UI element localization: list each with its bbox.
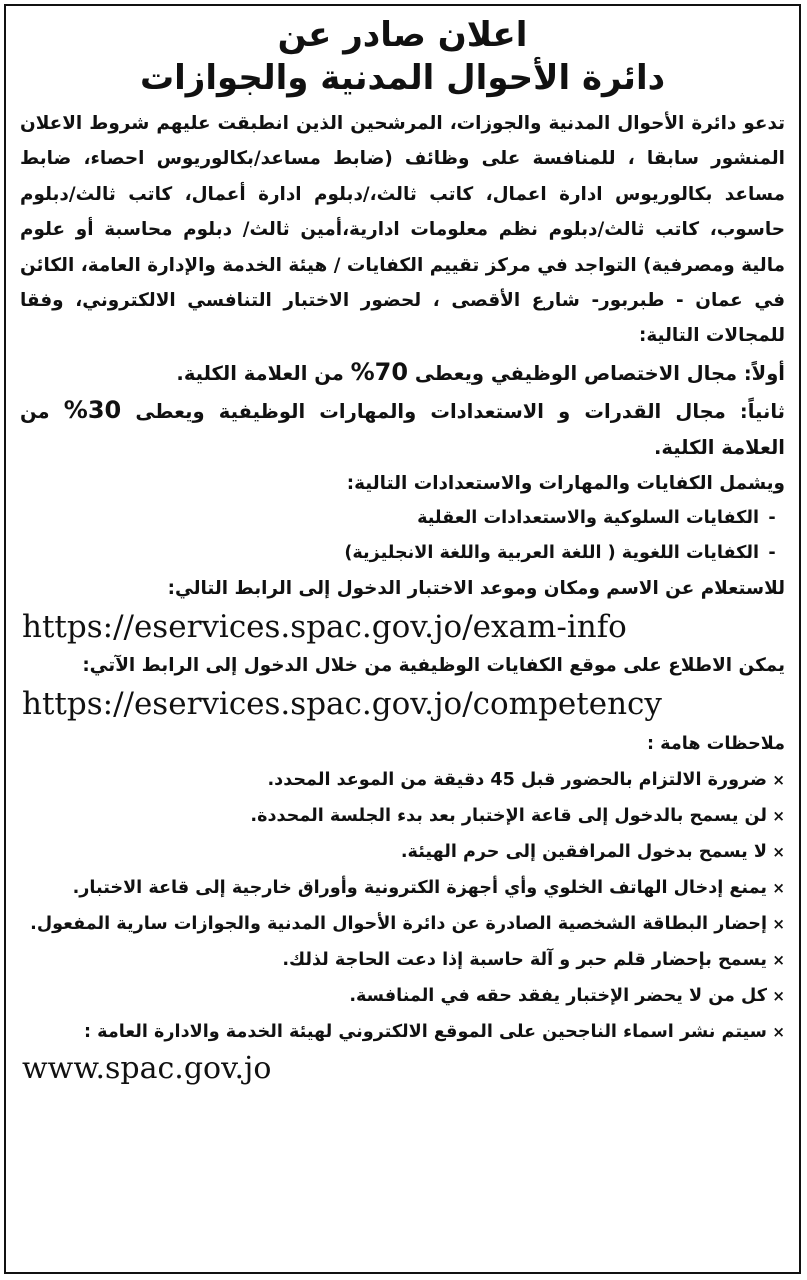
include-item-text: الكفايات السلوكية والاستعدادات العقلية [417,507,759,528]
bullet-x-icon: × [772,914,785,933]
field-first-label: أولاً: مجال الاختصاص الوظيفي ويعطى [408,361,785,385]
bullet-x-icon: × [772,1022,785,1041]
notes-heading: ملاحظات هامة : [646,733,785,754]
note-text: يسمح بإحضار قلم حبر و آلة حاسبة إذا دعت الحاجة لذلك. [282,949,767,970]
bullet-x-icon: × [772,950,785,969]
include-item [20,501,785,536]
bullet-x-icon: × [772,770,785,789]
note-text: سيتم نشر اسماء الناجحين على الموقع الالكتروني لهيئة الخدمة والادارة العامة : [84,1021,767,1042]
competency-text: يمكن الاطلاع على موقع الكفايات الوظيفية من خلال الدخول إلى الرابط الآتي: [82,654,785,676]
announcement-title: اعلان صادر عن [277,15,528,55]
note-item [20,907,785,941]
note-text: ضرورة الالتزام بالحضور قبل 45 دقيقة من الموعد المحدد. [267,769,767,790]
dash-marker: - [768,542,776,563]
bullet-x-icon: × [772,986,785,1005]
field-second-rest: من العلامة الكلية. [20,399,785,459]
exam-info-link[interactable]: https://eservices.spac.gov.jo/exam-info [22,608,627,645]
dash-marker: - [768,507,776,528]
note-item [20,835,785,869]
note-item [20,943,785,977]
note-text: لا يسمح بدخول المرافقين إلى حرم الهيئة. [400,841,767,862]
competency-link[interactable]: https://eservices.spac.gov.jo/competency [22,685,662,722]
bullet-x-icon: × [772,878,785,897]
inquiry-text: للاستعلام عن الاسم ومكان وموعد الاختبار الدخول إلى الرابط التالي: [167,577,785,599]
issuing-department: دائرة الأحوال المدنية والجوازات [139,58,666,98]
bullet-x-icon: × [772,842,785,861]
field-second [20,392,785,466]
note-text: لن يسمح بالدخول إلى قاعة الإختبار بعد بدء الجلسة المحددة. [250,805,767,826]
includes-label: ويشمل الكفايات والمهارات والاستعدادات التالية: [346,472,785,494]
note-text: كل من لا يحضر الإختبار يفقد حقه في المنافسة. [349,985,767,1006]
note-item [20,1015,785,1049]
intro-paragraph: تدعو دائرة الأحوال المدنية والجوزات، المرشحين الذين انطبقت عليهم شروط الاعلان المنشور سابقا ، للمنافسة على وظائف (ضابط مساعد/بكالوريوس احصاء، ضابط مساعد بكالوريوس ادارة اعمال، كاتب ثالث،/دبلوم ادارة أعمال، كاتب ثالث/دبلوم حاسوب، كاتب ثالث/دبلوم نظم معلومات ادارية،أمين ثالث/ دبلوم محاسبة أو علوم مالية ومصرفية) التواجد في مركز تقييم الكفايات / هيئة الخدمة والإدارة العامة، الكائن في عمان - طبربور- شارع الأقصى ، لحضور الاختبار التنافسي الالكتروني، وفقا للمجالات التالية: [20,113,785,347]
field-second-label: ثانياً: مجال القدرات و الاستعدادات والمهارات الوظيفية ويعطى [121,399,785,423]
bullet-x-icon: × [772,806,785,825]
include-item-text: الكفايات اللغوية ( اللغة العربية واللغة الانجليزية) [344,542,759,563]
note-item [20,799,785,833]
note-text: إحضار البطاقة الشخصية الصادرة عن دائرة الأحوال المدنية والجوازات سارية المفعول. [30,913,767,934]
field-second-percent: 30% [63,395,122,424]
include-item [20,536,785,571]
announcement [4,4,801,1274]
note-item [20,979,785,1013]
field-first-percent: 70% [350,357,409,386]
note-item [20,763,785,797]
website-link[interactable]: www.spac.gov.jo [22,1050,272,1086]
field-first [20,354,785,392]
note-text: يمنع إدخال الهاتف الخلوي وأي أجهزة الكترونية وأوراق خارجية إلى قاعة الاختبار. [72,877,767,898]
field-first-rest: من العلامة الكلية. [176,361,351,385]
note-item [20,871,785,905]
